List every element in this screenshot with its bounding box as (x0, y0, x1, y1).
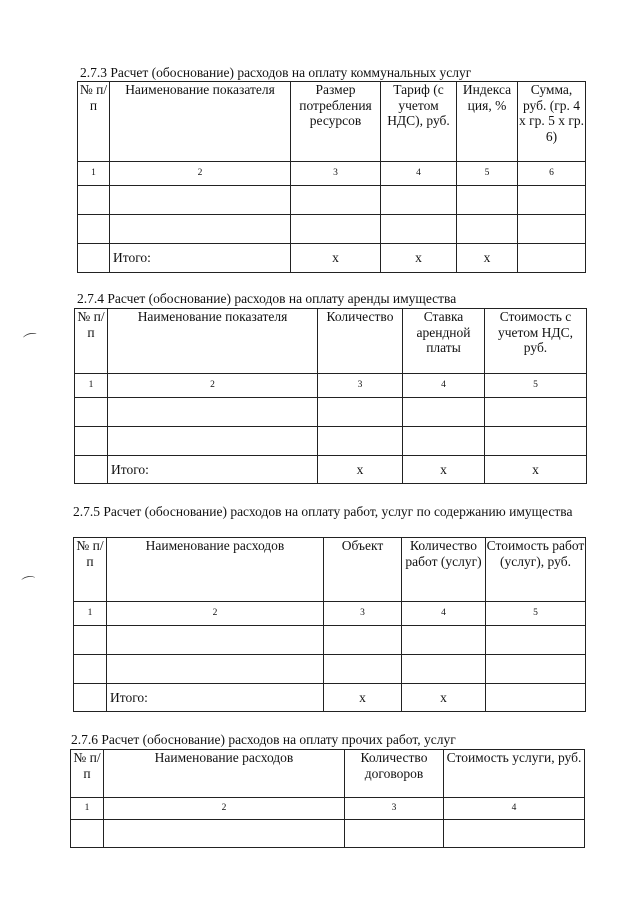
total-cell[interactable] (518, 244, 586, 273)
total-cell: x (485, 456, 587, 484)
table-cell[interactable] (324, 626, 402, 655)
table-other-services (70, 749, 585, 848)
header-cell: Тариф (с учетом НДС), руб. (381, 82, 457, 162)
section-title-2-7-3: 2.7.3 Расчет (обоснование) расходов на оплату коммунальных услуг (80, 65, 472, 80)
header-cell: Количество договоров (345, 750, 444, 798)
table-row (74, 655, 586, 684)
column-number: 3 (291, 162, 381, 186)
column-number: 2 (110, 162, 291, 186)
table-cell[interactable] (104, 820, 345, 848)
table-cell[interactable] (108, 398, 318, 427)
table-cell[interactable] (75, 398, 108, 427)
table-cell[interactable] (110, 215, 291, 244)
table-row (78, 215, 586, 244)
table-cell[interactable] (457, 215, 518, 244)
column-number: 3 (318, 374, 403, 398)
table-cell[interactable] (403, 398, 485, 427)
section-title-2-7-5: 2.7.5 Расчет (обоснование) расходов на оплату работ, услуг по содержанию имущества (73, 504, 573, 519)
table-cell[interactable] (518, 215, 586, 244)
total-cell: x (402, 684, 486, 712)
header-cell: № п/п (74, 538, 107, 602)
total-cell: x (381, 244, 457, 273)
section-title-2-7-6: 2.7.6 Расчет (обоснование) расходов на оплату прочих работ, услуг (71, 732, 456, 747)
header-cell: Наименование показателя (110, 82, 291, 162)
table-cell[interactable] (486, 655, 586, 684)
total-cell: x (291, 244, 381, 273)
table-row (78, 186, 586, 215)
binder-mark-icon: ⌒ (22, 331, 41, 351)
table-cell[interactable] (74, 655, 107, 684)
table-row (71, 820, 585, 848)
table-cell[interactable] (74, 626, 107, 655)
table-header-row (71, 750, 585, 798)
column-number: 5 (457, 162, 518, 186)
column-number: 5 (486, 602, 586, 626)
table-header-row (74, 538, 586, 602)
table-cell[interactable] (75, 427, 108, 456)
table-cell[interactable] (381, 186, 457, 215)
table-cell[interactable] (75, 456, 108, 484)
total-cell: x (403, 456, 485, 484)
table-cell[interactable] (485, 398, 587, 427)
column-number: 1 (78, 162, 110, 186)
table-cell[interactable] (291, 215, 381, 244)
header-cell: Наименование показателя (108, 309, 318, 374)
header-cell: № п/п (71, 750, 104, 798)
column-number: 3 (324, 602, 402, 626)
header-cell: № п/п (78, 82, 110, 162)
total-label: Итого: (110, 244, 291, 273)
header-cell: № п/п (75, 309, 108, 374)
table-row (75, 398, 587, 427)
header-cell: Ставка арендной платы (403, 309, 485, 374)
table-cell[interactable] (403, 427, 485, 456)
table-cell[interactable] (518, 186, 586, 215)
header-cell: Размер потребления ресурсов (291, 82, 381, 162)
table-cell[interactable] (324, 655, 402, 684)
table-cell[interactable] (78, 244, 110, 273)
table-cell[interactable] (71, 820, 104, 848)
table-row (74, 626, 586, 655)
table-cell[interactable] (108, 427, 318, 456)
table-cell[interactable] (402, 655, 486, 684)
table-header-row (78, 82, 586, 162)
header-cell: Стоимость с учетом НДС, руб. (485, 309, 587, 374)
table-cell[interactable] (291, 186, 381, 215)
table-cell[interactable] (345, 820, 444, 848)
header-cell: Объект (324, 538, 402, 602)
column-number: 6 (518, 162, 586, 186)
column-number: 4 (403, 374, 485, 398)
table-cell[interactable] (444, 820, 585, 848)
section-title-2-7-4: 2.7.4 Расчет (обоснование) расходов на оплату аренды имущества (77, 291, 457, 306)
total-row (74, 684, 586, 712)
table-header-row (75, 309, 587, 374)
binder-mark-icon: ⌒ (20, 574, 38, 594)
column-number-row (71, 798, 585, 820)
column-number: 3 (345, 798, 444, 820)
table-cell[interactable] (78, 215, 110, 244)
column-number-row (74, 602, 586, 626)
total-row (78, 244, 586, 273)
header-cell: Наименование расходов (104, 750, 345, 798)
table-row (75, 427, 587, 456)
table-rent (74, 308, 587, 484)
header-cell: Количество работ (услуг) (402, 538, 486, 602)
table-cell[interactable] (318, 427, 403, 456)
total-cell: x (457, 244, 518, 273)
column-number: 4 (444, 798, 585, 820)
total-cell: x (318, 456, 403, 484)
table-cell[interactable] (110, 186, 291, 215)
header-cell: Индекса ция, % (457, 82, 518, 162)
total-label: Итого: (108, 456, 318, 484)
header-cell: Стоимость работ (услуг), руб. (486, 538, 586, 602)
table-cell[interactable] (107, 655, 324, 684)
column-number: 1 (71, 798, 104, 820)
table-cell[interactable] (318, 398, 403, 427)
table-cell[interactable] (457, 186, 518, 215)
column-number-row (78, 162, 586, 186)
header-cell: Наименование расходов (107, 538, 324, 602)
table-maintenance (73, 537, 586, 712)
total-row (75, 456, 587, 484)
column-number: 5 (485, 374, 587, 398)
table-cell[interactable] (381, 215, 457, 244)
column-number: 1 (74, 602, 107, 626)
column-number-row (75, 374, 587, 398)
header-cell: Количество (318, 309, 403, 374)
table-cell[interactable] (107, 626, 324, 655)
total-cell: x (324, 684, 402, 712)
column-number: 2 (107, 602, 324, 626)
column-number: 2 (108, 374, 318, 398)
total-cell[interactable] (486, 684, 586, 712)
table-cell[interactable] (74, 684, 107, 712)
total-label: Итого: (107, 684, 324, 712)
column-number: 4 (402, 602, 486, 626)
column-number: 4 (381, 162, 457, 186)
table-utilities (77, 81, 586, 273)
table-cell[interactable] (402, 626, 486, 655)
column-number: 2 (104, 798, 345, 820)
column-number: 1 (75, 374, 108, 398)
table-cell[interactable] (485, 427, 587, 456)
table-cell[interactable] (486, 626, 586, 655)
header-cell: Сумма, руб. (гр. 4 x гр. 5 x гр. 6) (518, 82, 586, 162)
header-cell: Стоимость услуги, руб. (444, 750, 585, 798)
table-cell[interactable] (78, 186, 110, 215)
